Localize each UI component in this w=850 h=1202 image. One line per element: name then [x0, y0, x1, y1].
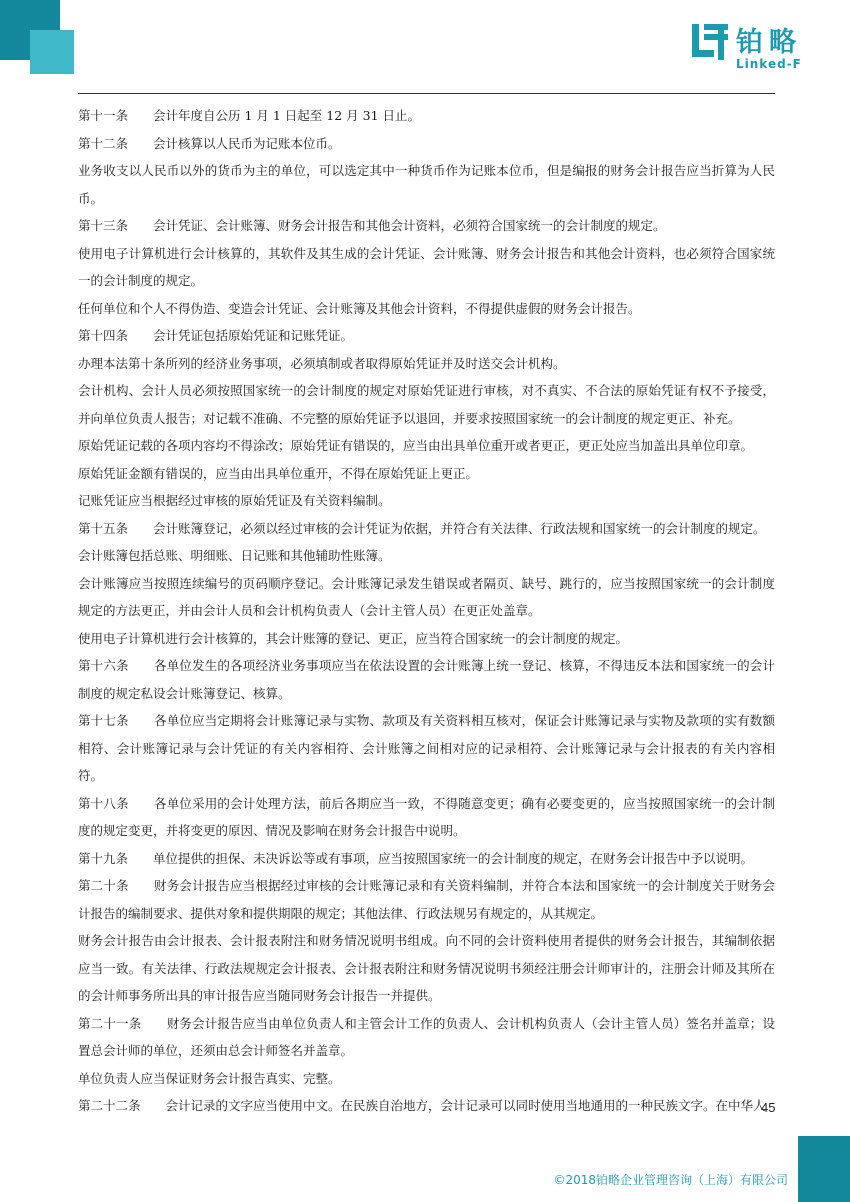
paragraph: 任何单位和个人不得伪造、变造会计凭证、会计账簿及其他会计资料，不得提供虚假的财务会计报告。 [78, 300, 641, 316]
paragraph: 原始凭证金额有错误的，应当由出具单位重开，不得在原始凭证上更正。 [78, 465, 479, 481]
paragraph: 第十九条 单位提供的担保、未决诉讼等或有事项，应当按照国家统一的会计制度的规定，在财务会计报告中予以说明。 [78, 850, 754, 866]
paragraph: 第十五条 会计账簿登记，必须以经过审核的会计凭证为依据，并符合有关法律、行政法规和国家统一的会计制度的规定。 [78, 520, 766, 536]
header-divider [78, 93, 775, 94]
paragraph: 会计账簿包括总账、明细账、日记账和其他辅助性账簿。 [78, 548, 391, 563]
paragraph: 会计机构、会计人员必须按照国家统一的会计制度的规定对原始凭证进行审核，对不真实、不合法的原始凭证有权不予接受，并向单位负责人报告；对记载不准确、不完整的原始凭证予以退回，并要求按照国家统一的会计制度的规定更正、补充。 [78, 383, 775, 426]
paragraph: 使用电子计算机进行会计核算的，其会计账簿的登记、更正，应当符合国家统一的会计制度的规定。 [78, 630, 629, 646]
paragraph: 财务会计报告由会计报表、会计报表附注和财务情况说明书组成。向不同的会计资料使用者提供的财务会计报告，其编制依据应当一致。有关法律、行政法规规定会计报表、会计报表附注和财务情况说明书须经注册会计师审计的，注册会计师及其所在的会计师事务所出具的审计报告应当随同财务会计报告一并提供。 [78, 933, 775, 1003]
paragraph: 业务收支以人民币以外的货币为主的单位，可以选定其中一种货币作为记账本位币，但是编报的财务会计报告应当折算为人民币。 [78, 163, 775, 206]
paragraph: 第十一条 会计年度自公历 1 月 1 日起至 12 月 31 日止。 [78, 108, 421, 123]
paragraph: 记账凭证应当根据经过审核的原始凭证及有关资料编制。 [78, 493, 391, 508]
document-body [78, 102, 775, 1120]
paragraph: 会计账簿应当按照连续编号的页码顺序登记。会计账簿记录发生错误或者隔页、缺号、跳行的，应当按照国家统一的会计制度规定的方法更正，并由会计人员和会计机构负责人（会计主管人员）在更正处盖章。 [78, 575, 775, 618]
logo-subtext: Linked-F [736, 57, 802, 71]
copyright-footer: ©2018铂略企业管理咨询（上海）有限公司 [553, 1173, 788, 1187]
paragraph: 第十七条 各单位应当定期将会计账簿记录与实物、款项及有关资料相互核对，保证会计账簿记录与实物及款项的实有数额相符、会计账簿记录与会计凭证的有关内容相符、会计账簿之间相对应的记录相符、会计账簿记录与会计报表的有关内容相符。 [78, 713, 775, 783]
paragraph: 办理本法第十条所列的经济业务事项，必须填制或者取得原始凭证并及时送交会计机构。 [78, 355, 566, 371]
paragraph: 使用电子计算机进行会计核算的，其软件及其生成的会计凭证、会计账簿、财务会计报告和其他会计资料，也必须符合国家统一的会计制度的规定。 [78, 245, 775, 288]
paragraph: 第十八条 各单位采用的会计处理方法，前后各期应当一致，不得随意变更；确有必要变更的，应当按照国家统一的会计制度的规定变更，并将变更的原因、情况及影响在财务会计报告中说明。 [78, 795, 775, 838]
corner-decoration-light [30, 30, 74, 74]
paragraph: 第二十一条 财务会计报告应当由单位负责人和主管会计工作的负责人、会计机构负责人（会计主管人员）签名并盖章；设置总会计师的单位，还须由总会计师签名并盖章。 [78, 1015, 775, 1058]
paragraph: 第十二条 会计核算以人民币为记账本位币。 [78, 135, 341, 151]
logo-mark-icon [690, 22, 730, 62]
company-logo [690, 20, 830, 76]
paragraph: 第十六条 各单位发生的各项经济业务事项应当在依法设置的会计账簿上统一登记、核算，不得违反本法和国家统一的会计制度的规定私设会计账簿登记、核算。 [78, 658, 775, 701]
paragraph: 第十四条 会计凭证包括原始凭证和记账凭证。 [78, 328, 354, 343]
logo-text: 铂略 [736, 27, 802, 58]
page-number: 45 [761, 1100, 776, 1115]
footer-decoration [798, 1136, 850, 1202]
paragraph: 第十三条 会计凭证、会计账簿、财务会计报告和其他会计资料，必须符合国家统一的会计制度的规定。 [78, 218, 666, 233]
paragraph: 第二十条 财务会计报告应当根据经过审核的会计账簿记录和有关资料编制，并符合本法和国家统一的会计制度关于财务会计报告的编制要求、提供对象和提供期限的规定；其他法律、行政法规另有规定的，从其规定。 [78, 878, 775, 921]
paragraph: 原始凭证记载的各项内容均不得涂改；原始凭证有错误的，应当由出具单位重开或者更正，更正处应当加盖出具单位印章。 [78, 438, 754, 453]
paragraph: 单位负责人应当保证财务会计报告真实、完整。 [78, 1070, 341, 1086]
paragraph: 第二十二条 会计记录的文字应当使用中文。在民族自治地方，会计记录可以同时使用当地通用的一种民族文字。在中华人 [78, 1098, 766, 1113]
